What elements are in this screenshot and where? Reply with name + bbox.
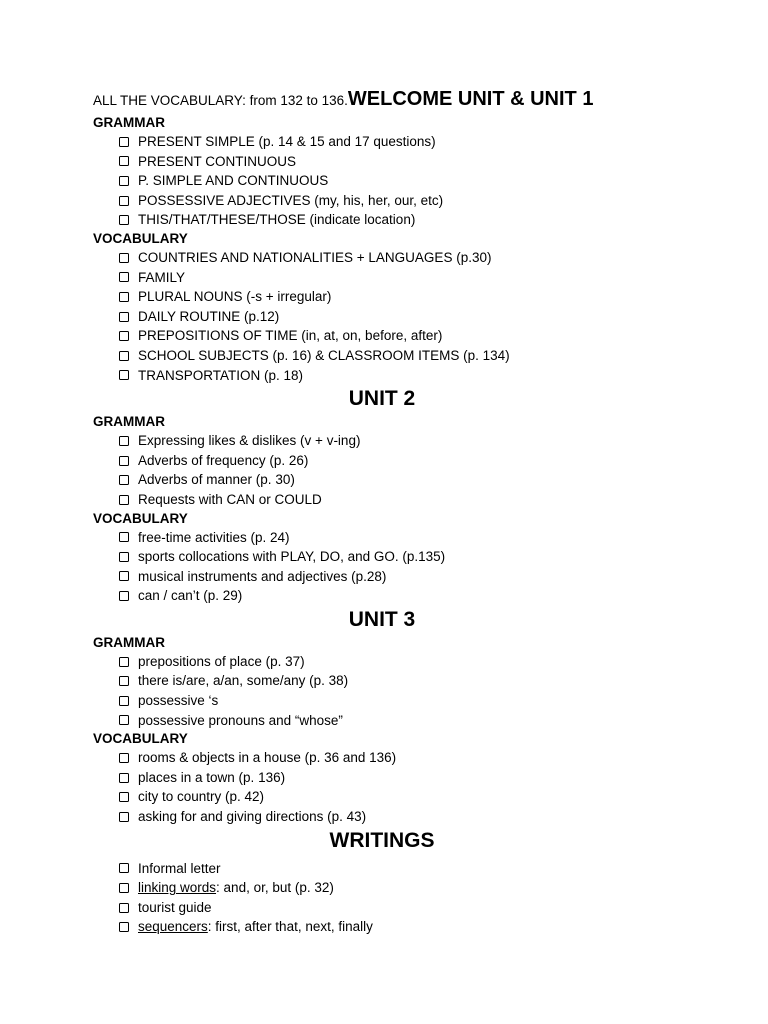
checkbox[interactable]: [119, 196, 129, 206]
checklist-item-label: there is/are, a/an, some/any (p. 38): [138, 673, 349, 689]
checklist-item-underlined-term: sequencers: [138, 919, 208, 935]
checklist-item-label: COUNTRIES AND NATIONALITIES + LANGUAGES (p.30): [138, 249, 492, 265]
checkbox[interactable]: [119, 176, 129, 186]
checkbox[interactable]: [119, 792, 129, 802]
checklist-item: [119, 171, 673, 191]
welcome-grammar-list: [93, 132, 673, 230]
checklist-item: [119, 547, 673, 567]
checklist-item-label: prepositions of place (p. 37): [138, 653, 305, 669]
checklist-item: [119, 807, 673, 827]
unit-3-grammar-heading: GRAMMAR: [93, 634, 165, 650]
checklist-item-label: THIS/THAT/THESE/THOSE (indicate location): [138, 212, 416, 228]
checkbox[interactable]: [119, 253, 129, 263]
checklist-item: [119, 431, 673, 451]
checkbox[interactable]: [119, 370, 129, 380]
checklist-item-label: asking for and giving directions (p. 43): [138, 809, 367, 825]
vocabulary-range-note: ALL THE VOCABULARY: from 132 to 136.: [93, 93, 348, 108]
checklist-item-label: PREPOSITIONS OF TIME (in, at, on, before, after): [138, 328, 443, 344]
checkbox[interactable]: [119, 696, 129, 706]
welcome-vocabulary-heading: VOCABULARY: [93, 230, 188, 246]
checklist-item-label: FAMILY: [138, 269, 186, 285]
checklist-item-label: TRANSPORTATION (p. 18): [138, 367, 304, 383]
checkbox[interactable]: [119, 312, 129, 322]
checkbox[interactable]: [119, 863, 129, 873]
unit-3-vocabulary-list: [93, 748, 673, 826]
checkbox[interactable]: [119, 292, 129, 302]
checklist-item: [119, 859, 673, 879]
checklist-item-label: Adverbs of manner (p. 30): [138, 472, 295, 488]
checklist-item: [119, 691, 673, 711]
checklist-item: [119, 768, 673, 788]
checkbox[interactable]: [119, 495, 129, 505]
checklist-item: [119, 787, 673, 807]
unit-3-grammar-list: [93, 652, 673, 730]
checkbox[interactable]: [119, 676, 129, 686]
checklist-item: [119, 748, 673, 768]
checkbox[interactable]: [119, 591, 129, 601]
unit-2-title: UNIT 2: [348, 387, 416, 411]
checkbox[interactable]: [119, 331, 129, 341]
intro-line: [93, 86, 673, 114]
checklist-item-label: PRESENT SIMPLE (p. 14 & 15 and 17 questions): [138, 134, 436, 149]
checklist-item-label: P. SIMPLE AND CONTINUOUS: [138, 173, 329, 189]
checkbox[interactable]: [119, 351, 129, 361]
checklist-item: [119, 268, 673, 288]
checklist-item: [119, 132, 673, 152]
checklist-item-label: : first, after that, next, finally: [207, 919, 373, 935]
checklist-item: [119, 652, 673, 672]
checklist-item-label: tourist guide: [138, 899, 212, 915]
checkbox[interactable]: [119, 552, 129, 562]
checklist-item-label: Adverbs of frequency (p. 26): [138, 452, 309, 468]
unit-2-grammar-heading: GRAMMAR: [93, 414, 165, 430]
checkbox[interactable]: [119, 883, 129, 893]
checklist-item: [119, 366, 673, 386]
checklist-item: [119, 711, 673, 731]
checklist-item: [119, 567, 673, 587]
unit-2-vocabulary-list: [93, 528, 673, 606]
checkbox[interactable]: [119, 532, 129, 542]
checklist-item-label: rooms & objects in a house (p. 36 and 136): [138, 750, 397, 766]
checklist-item: [119, 917, 673, 937]
checklist-item: [119, 528, 673, 548]
checklist-item: [119, 326, 673, 346]
unit-2-grammar-list: [93, 431, 673, 509]
checklist-item: [119, 451, 673, 471]
checklist-item: [119, 898, 673, 918]
writings-title: WRITINGS: [329, 828, 435, 852]
checklist-item-label: Requests with CAN or COULD: [138, 491, 322, 507]
checklist-item: [119, 346, 673, 366]
checklist-item: [119, 152, 673, 172]
checklist-item-label: can / can’t (p. 29): [138, 588, 243, 604]
checklist-item: [119, 671, 673, 691]
checklist-item-label: sports collocations with PLAY, DO, and GO. (p.135): [138, 549, 446, 565]
checkbox[interactable]: [119, 715, 129, 725]
checkbox[interactable]: [119, 922, 129, 932]
checklist-item: [119, 307, 673, 327]
checkbox[interactable]: [119, 272, 129, 282]
welcome-grammar-heading: GRAMMAR: [93, 115, 165, 130]
welcome-unit-title: WELCOME UNIT & UNIT 1: [347, 88, 594, 110]
checkbox[interactable]: [119, 773, 129, 783]
checklist-item: [119, 248, 673, 268]
checkbox[interactable]: [119, 456, 129, 466]
welcome-vocabulary-list: [93, 248, 673, 385]
checkbox[interactable]: [119, 137, 129, 147]
checklist-item-label: SCHOOL SUBJECTS (p. 16) & CLASSROOM ITEMS (p. 134): [138, 347, 510, 363]
checkbox[interactable]: [119, 436, 129, 446]
checklist-item-label: PLURAL NOUNS (-s + irregular): [138, 289, 332, 305]
checklist-item-label: possessive ‘s: [138, 693, 219, 709]
unit-3-title: UNIT 3: [348, 607, 416, 631]
checkbox[interactable]: [119, 903, 129, 913]
checklist-item: [119, 490, 673, 510]
checklist-item: [119, 210, 673, 230]
unit-3-vocabulary-heading: VOCABULARY: [93, 731, 188, 747]
checklist-item-label: Expressing likes & dislikes (v + v-ing): [138, 433, 361, 449]
checklist-item-label: city to country (p. 42): [138, 789, 265, 805]
study-checklist-page: [93, 86, 673, 937]
checklist-item: [119, 470, 673, 490]
checkbox[interactable]: [119, 657, 129, 667]
checklist-item: [119, 287, 673, 307]
checklist-item: [119, 191, 673, 211]
checklist-item-label: free-time activities (p. 24): [138, 529, 290, 545]
checklist-item: [119, 586, 673, 606]
unit-2-vocabulary-heading: VOCABULARY: [93, 510, 188, 526]
checklist-item-label: PRESENT CONTINUOUS: [138, 153, 297, 169]
checkbox[interactable]: [119, 753, 129, 763]
checklist-item: [119, 878, 673, 898]
checkbox[interactable]: [119, 475, 129, 485]
checkbox[interactable]: [119, 812, 129, 822]
writings-list: [93, 859, 673, 937]
checklist-item-label: DAILY ROUTINE (p.12): [138, 308, 280, 324]
checkbox[interactable]: [119, 571, 129, 581]
checklist-item-label: places in a town (p. 136): [138, 769, 286, 785]
checkbox[interactable]: [119, 215, 129, 225]
checklist-item-label: musical instruments and adjectives (p.28): [138, 568, 387, 584]
checklist-item-label: possessive pronouns and “whose”: [138, 712, 343, 728]
checklist-item-label: POSSESSIVE ADJECTIVES (my, his, her, our, etc): [138, 192, 444, 208]
checklist-item-label: : and, or, but (p. 32): [216, 880, 334, 896]
checkbox[interactable]: [119, 156, 129, 166]
checklist-item-underlined-term: linking words: [138, 880, 217, 896]
checklist-item-label: Informal letter: [138, 860, 221, 876]
